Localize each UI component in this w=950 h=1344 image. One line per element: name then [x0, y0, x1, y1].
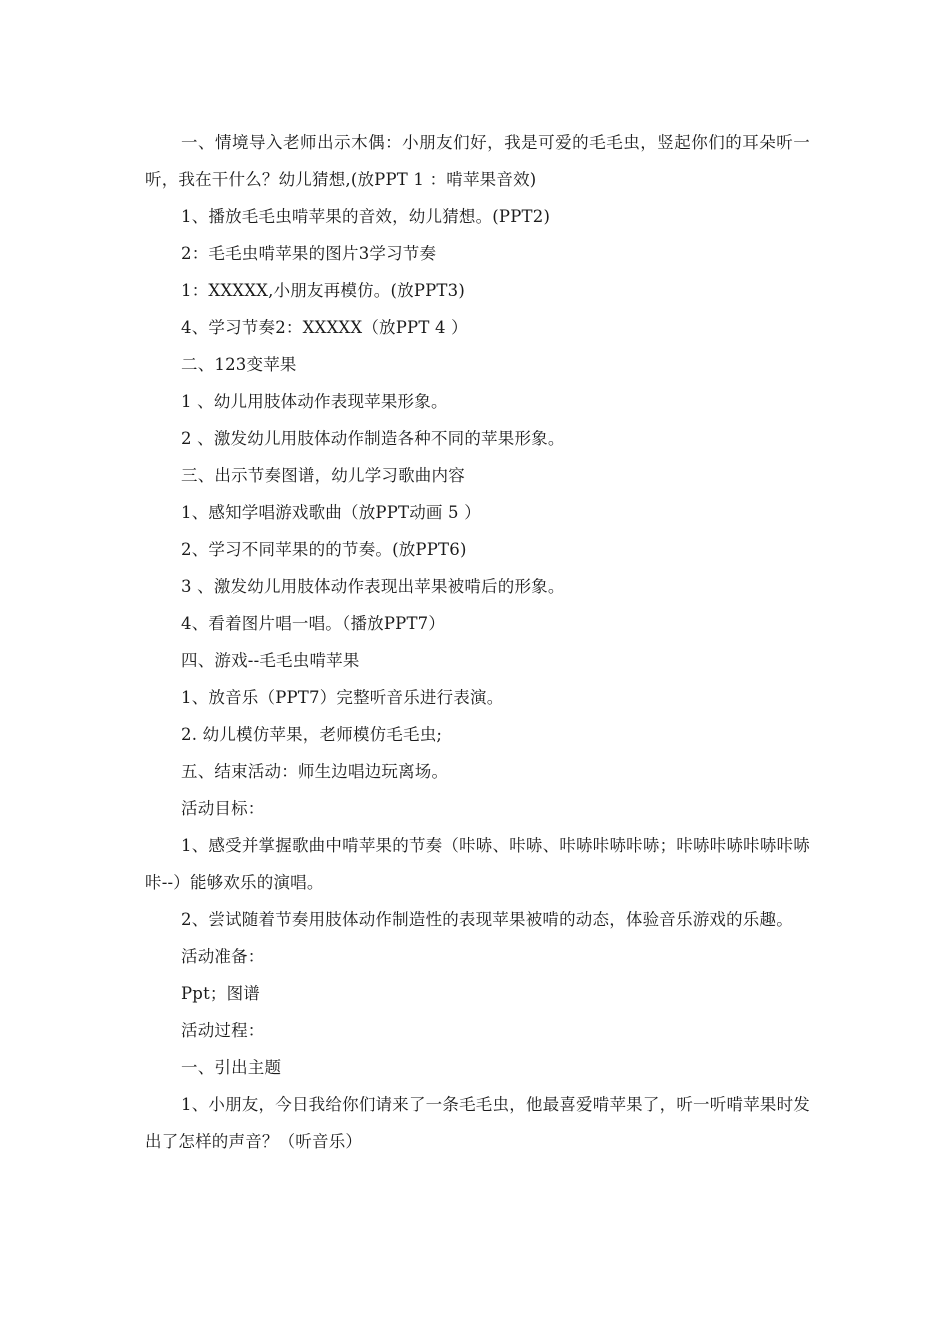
- paragraph: 2、尝试随着节奏用肢体动作制造性的表现苹果被啃的动态，体验音乐游戏的乐趣。: [181, 910, 793, 929]
- paragraph: 1、播放毛毛虫啃苹果的音效，幼儿猜想。(PPT2): [181, 207, 551, 226]
- paragraph: 1、感受并掌握歌曲中啃苹果的节奏（咔哧、咔哧、咔哧咔哧咔哧；咔哧咔哧咔哧咔哧咔--）能够欢乐的演唱。: [145, 836, 810, 892]
- paragraph: 3 、激发幼儿用肢体动作表现出苹果被啃后的形象。: [181, 577, 565, 596]
- paragraph: 五、结束活动：师生边唱边玩离场。: [181, 762, 449, 781]
- paragraph: 一、引出主题: [181, 1058, 282, 1077]
- paragraph: 4、看着图片唱一唱。（播放PPT7）: [181, 614, 446, 633]
- paragraph: 三、出示节奏图谱，幼儿学习歌曲内容: [181, 466, 465, 485]
- paragraph: 1：XXXXX,小朋友再模仿。(放PPT3): [181, 281, 465, 300]
- paragraph: Ppt；图谱: [181, 984, 260, 1003]
- paragraph: 二、123变苹果: [181, 355, 297, 374]
- paragraph: 1、放音乐（PPT7）完整听音乐进行表演。: [181, 688, 504, 707]
- paragraph: 一、情境导入老师出示木偶：小朋友们好，我是可爱的毛毛虫，竖起你们的耳朵听一听，我在干什么？幼儿猜想,(放PPT 1 ：啃苹果音效): [145, 133, 810, 189]
- paragraph: 2、学习不同苹果的的节奏。(放PPT6): [181, 540, 467, 559]
- paragraph: 2. 幼儿模仿苹果，老师模仿毛毛虫;: [181, 725, 443, 744]
- document-body: [145, 124, 810, 1160]
- paragraph: 1、感知学唱游戏歌曲（放PPT动画 5 ）: [181, 503, 481, 522]
- paragraph: 活动目标：: [181, 799, 265, 818]
- paragraph: 2：毛毛虫啃苹果的图片3学习节奏: [181, 244, 437, 263]
- paragraph: 活动过程：: [181, 1021, 265, 1040]
- paragraph: 4、学习节奏2：XXXXX（放PPT 4 ）: [181, 318, 468, 337]
- paragraph: 活动准备：: [181, 947, 265, 966]
- paragraph: 四、游戏--毛毛虫啃苹果: [181, 651, 360, 670]
- paragraph: 2 、激发幼儿用肢体动作制造各种不同的苹果形象。: [181, 429, 565, 448]
- paragraph: 1 、幼儿用肢体动作表现苹果形象。: [181, 392, 448, 411]
- paragraph: 1、小朋友，今日我给你们请来了一条毛毛虫，他最喜爱啃苹果了，听一听啃苹果时发出了怎样的声音？（听音乐）: [145, 1095, 810, 1151]
